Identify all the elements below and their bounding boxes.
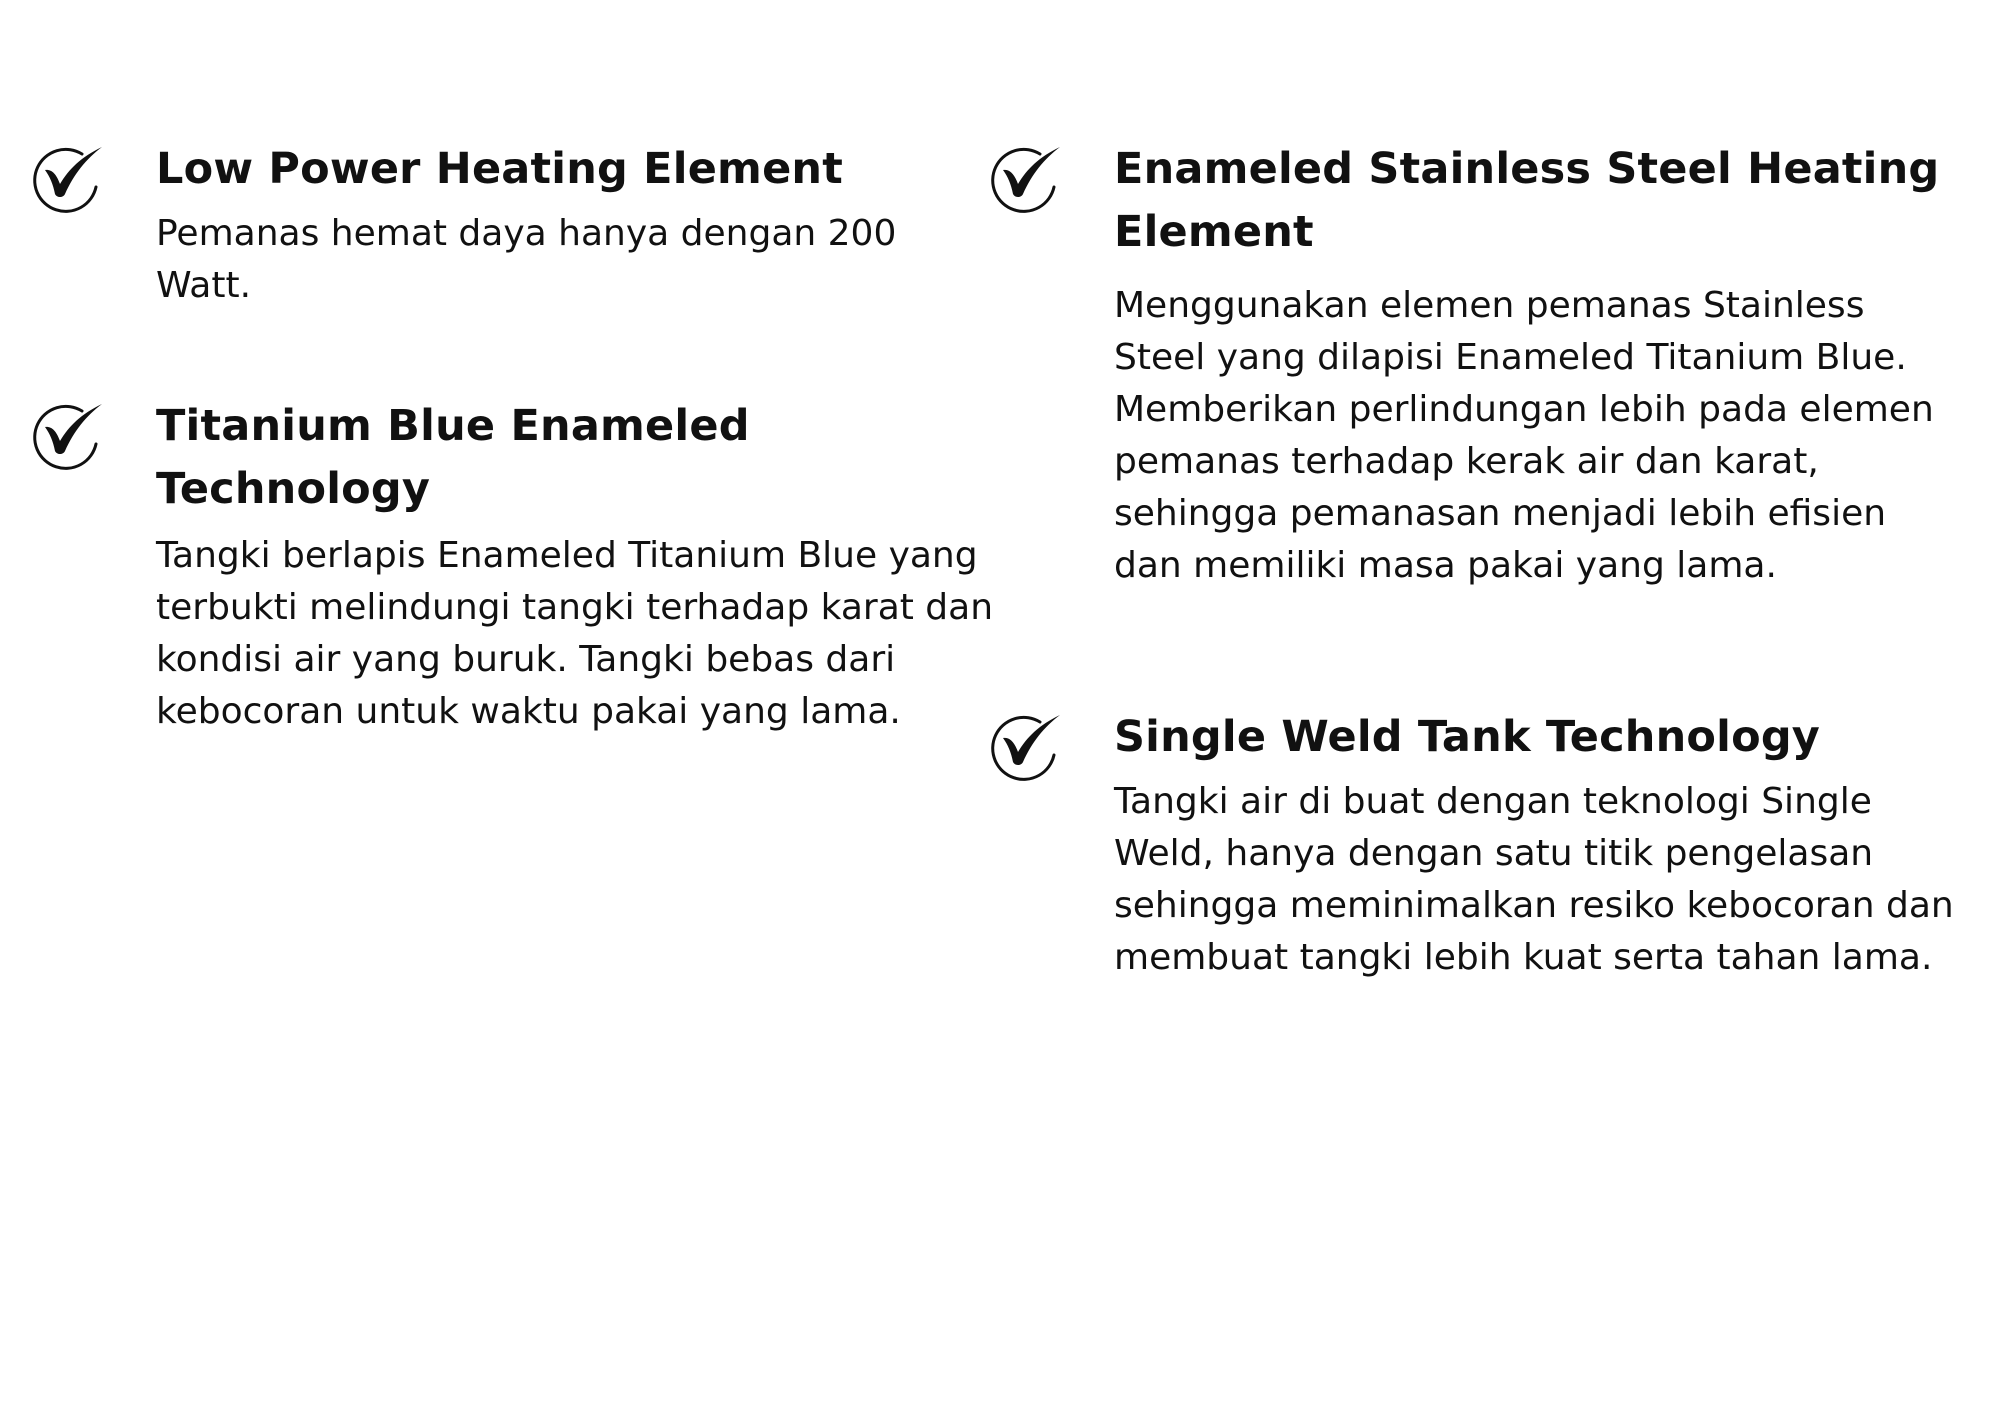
check-circle-icon bbox=[984, 138, 1064, 218]
feature-title: Enameled Stainless Steel Heating Element bbox=[1114, 144, 1940, 257]
check-circle-icon bbox=[26, 138, 106, 218]
feature-description: Menggunakan elemen pemanas Stainless Steel yang dilapisi Enameled Titanium Blue. Memberikan perlindungan lebih pada elemen pemanas terhadap kerak air dan karat, sehingga pemanasan menjadi lebih efisien dan memiliki masa pakai yang lama. bbox=[1114, 285, 1934, 586]
feature-titanium-blue-enameled-technology bbox=[26, 395, 1006, 745]
feature-title: Low Power Heating Element bbox=[156, 144, 843, 194]
check-circle-icon bbox=[984, 706, 1064, 786]
feature-description: Tangki air di buat dengan teknologi Single Weld, hanya dengan satu titik pengelasan sehingga meminimalkan resiko kebocoran dan membuat tangki lebih kuat serta tahan lama. bbox=[1114, 781, 1954, 978]
feature-low-power-heating-element bbox=[26, 138, 1006, 318]
feature-description: Pemanas hemat daya hanya dengan 200 Watt. bbox=[156, 213, 897, 306]
feature-description: Tangki berlapis Enameled Titanium Blue yang terbukti melindungi tangki terhadap karat dan kondisi air yang buruk. Tangki bebas dari kebocoran untuk waktu pakai yang lama. bbox=[156, 535, 994, 732]
feature-enameled-stainless-steel-heating-element bbox=[984, 138, 1974, 598]
feature-title: Titanium Blue Enameled Technology bbox=[156, 401, 750, 514]
feature-title: Single Weld Tank Technology bbox=[1114, 712, 1821, 762]
feature-single-weld-tank-technology bbox=[984, 706, 1974, 1036]
check-circle-icon bbox=[26, 395, 106, 475]
